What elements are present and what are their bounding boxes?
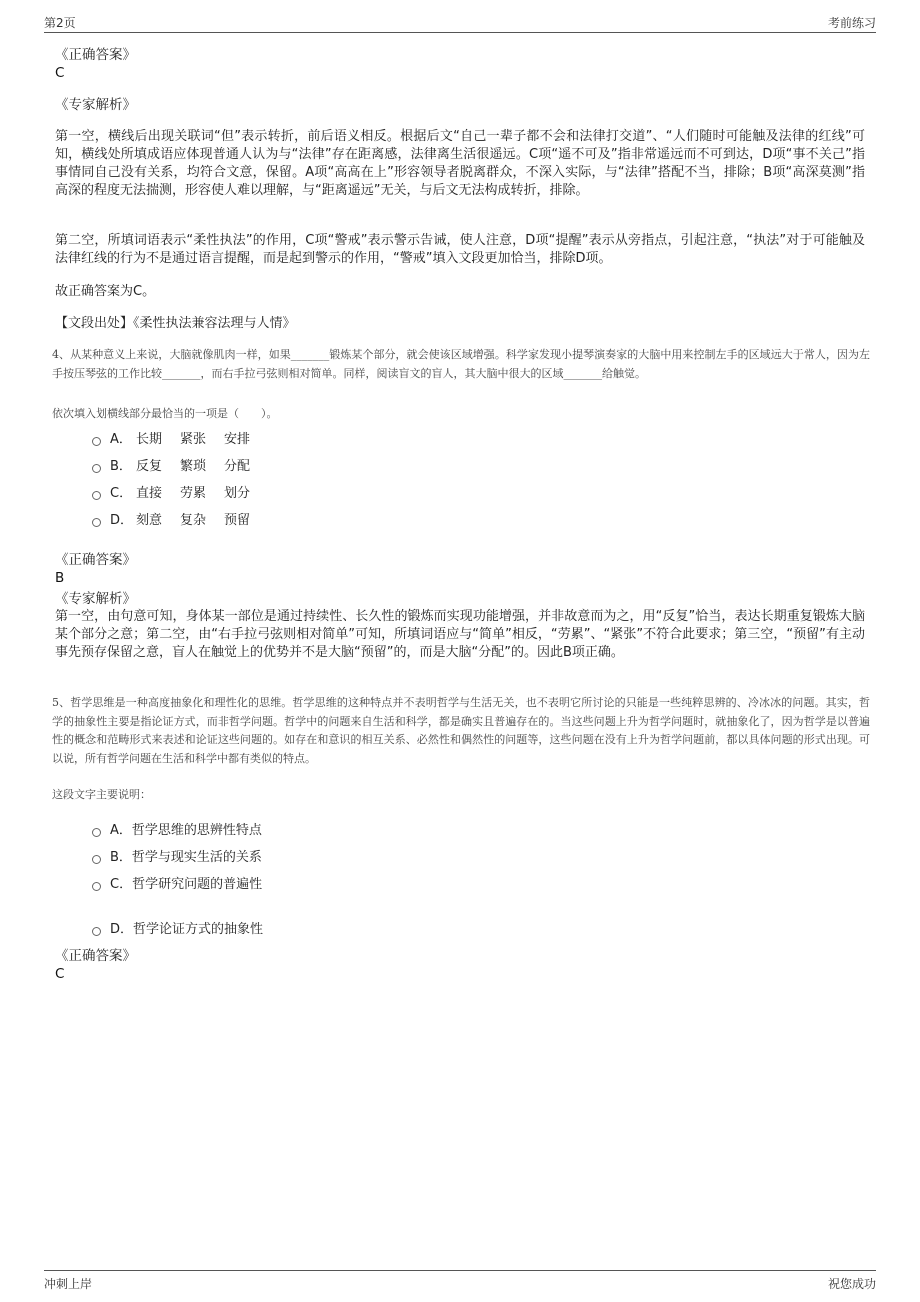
option-c[interactable]: [92, 873, 262, 891]
option-key: D．: [110, 921, 134, 937]
option-word: 反复: [136, 458, 163, 474]
option-word: 刻意: [136, 512, 163, 528]
option-word: 划分: [224, 485, 251, 501]
analysis-paragraph: 第一空，由句意可知，身体某一部位是通过持续性、长久性的锻炼而实现功能增强，并非故意而为之，用“反复”恰当，表达长期重复锻炼大脑某个部分之意；第二空，由“右手拉弓弦则相对简单”可知，所填词语应与“简单”相反，“劳累”、“紧张”不符合此要求；第三空，“预留”有主动事先预存保留之意，盲人在触觉上的优势并不是大脑“预留”的，而是大脑“分配”的。因此B项正确。: [55, 609, 865, 660]
answer-label: 《正确答案》: [55, 47, 136, 63]
source-citation: 【文段出处】《柔性执法兼容法理与人情》: [55, 316, 296, 331]
option-word: 复杂: [180, 512, 207, 528]
page-header: [44, 14, 876, 33]
option-word: 安排: [224, 431, 251, 447]
option-word: 繁琐: [180, 458, 207, 474]
option-a[interactable]: [92, 428, 268, 446]
option-text: 哲学与现实生活的关系: [131, 849, 262, 865]
option-key: A．: [110, 431, 132, 447]
radio-icon[interactable]: [92, 491, 101, 500]
option-word: 长期: [136, 431, 163, 447]
conclusion: 故正确答案为C。: [55, 284, 156, 299]
radio-icon[interactable]: [92, 464, 101, 473]
answer-value: B: [55, 570, 65, 586]
option-word: 劳累: [180, 485, 207, 501]
option-word: 紧张: [180, 431, 207, 447]
option-text: 哲学论证方式的抽象性: [133, 921, 264, 937]
option-key: B．: [110, 458, 132, 474]
analysis-paragraph: 第一空，横线后出现关联词“但”表示转折，前后语义相反。根据后文“自己一辈子都不会和法律打交道”、“人们随时可能触及法律的红线”可知，横线处所填成语应体现普通人认为与“法律”存在距离感，法律离生活很遥远。C项“遥不可及”指非常遥远而不可到达，D项“事不关己”指事情同自己没有关系，均符合文意，保留。A项“高高在上”形容领导者脱离群众，不深入实际，与“法律”搭配不当，排除；B项“高深莫测”指高深的程度无法揣测，形容使人难以理解，与“距离遥远”无关，与后文无法构成转折，排除。: [55, 129, 865, 198]
option-b[interactable]: [92, 846, 262, 864]
option-text: 哲学思维的思辨性特点: [131, 822, 262, 838]
answer-value: C: [55, 65, 65, 81]
page-footer: [44, 1270, 876, 1293]
answer-label: 《正确答案》: [55, 552, 136, 568]
option-a[interactable]: [92, 819, 262, 837]
question-text: 4、从某种意义上来说，大脑就像肌肉一样，如果_______锻炼某个部分，就会使该区域增强。科学家发现小提琴演奏家的大脑中用来控制左手的区域远大于常人，因为左手按压琴弦的工作比较_______，而右手拉弓弦则相对简单。同样，阅读盲文的盲人，其大脑中很大的区域_______给触觉。: [52, 348, 870, 380]
footer-right: 祝您成功: [827, 1277, 876, 1291]
radio-icon[interactable]: [92, 855, 101, 864]
footer-left: 冲刺上岸: [44, 1277, 93, 1291]
answer-value: C: [55, 966, 65, 982]
option-key: C．: [110, 485, 133, 501]
radio-icon[interactable]: [92, 437, 101, 446]
option-key: A．: [110, 822, 132, 838]
analysis-label: 《专家解析》: [55, 97, 136, 113]
question-stem: 依次填入划横线部分最恰当的一项是（ ）。: [52, 407, 278, 420]
radio-icon[interactable]: [92, 828, 101, 837]
option-word: 预留: [224, 512, 251, 528]
option-d[interactable]: [92, 509, 268, 527]
radio-icon[interactable]: [92, 882, 101, 891]
question-stem: 这段文字主要说明：: [52, 788, 151, 801]
radio-icon[interactable]: [92, 518, 101, 527]
radio-icon[interactable]: [92, 927, 101, 936]
page-number: 第2页: [44, 16, 76, 30]
option-key: B．: [110, 849, 132, 865]
option-key: D．: [110, 512, 134, 528]
option-d[interactable]: [92, 918, 263, 936]
option-key: C．: [110, 876, 133, 892]
analysis-label: 《专家解析》: [55, 591, 136, 607]
option-word: 分配: [224, 458, 251, 474]
question-text: 5、哲学思维是一种高度抽象化和理性化的思维。哲学思维的这种特点并不表明哲学与生活无关，也不表明它所讨论的只能是一些纯粹思辨的、冷冰冰的问题。其实，哲学的抽象性主要是指论证方式，而非哲学问题。哲学中的问题来自生活和科学，都是确实且普遍存在的。当这些问题上升为哲学问题时，就抽象化了，因为哲学是以普遍性的概念和范畴形式来表述和论证这些问题的。如存在和意识的相互关系、必然性和偶然性的问题等，这些问题在没有上升为哲学问题前，都以具体问题的形式出现。可以说，所有哲学问题在生活和科学中都有类似的特点。: [52, 696, 870, 765]
header-title: 考前练习: [827, 16, 876, 30]
option-c[interactable]: [92, 482, 268, 500]
option-word: 直接: [136, 485, 163, 501]
option-b[interactable]: [92, 455, 268, 473]
option-text: 哲学研究问题的普遍性: [132, 876, 263, 892]
analysis-paragraph: 第二空，所填词语表示“柔性执法”的作用，C项“警戒”表示警示告诫，使人注意，D项“提醒”表示从旁指点，引起注意，“执法”对于可能触及法律红线的行为不是通过语言提醒，而是起到警示的作用，“警戒”填入文段更加恰当，排除D项。: [55, 233, 865, 266]
answer-label: 《正确答案》: [55, 948, 136, 964]
